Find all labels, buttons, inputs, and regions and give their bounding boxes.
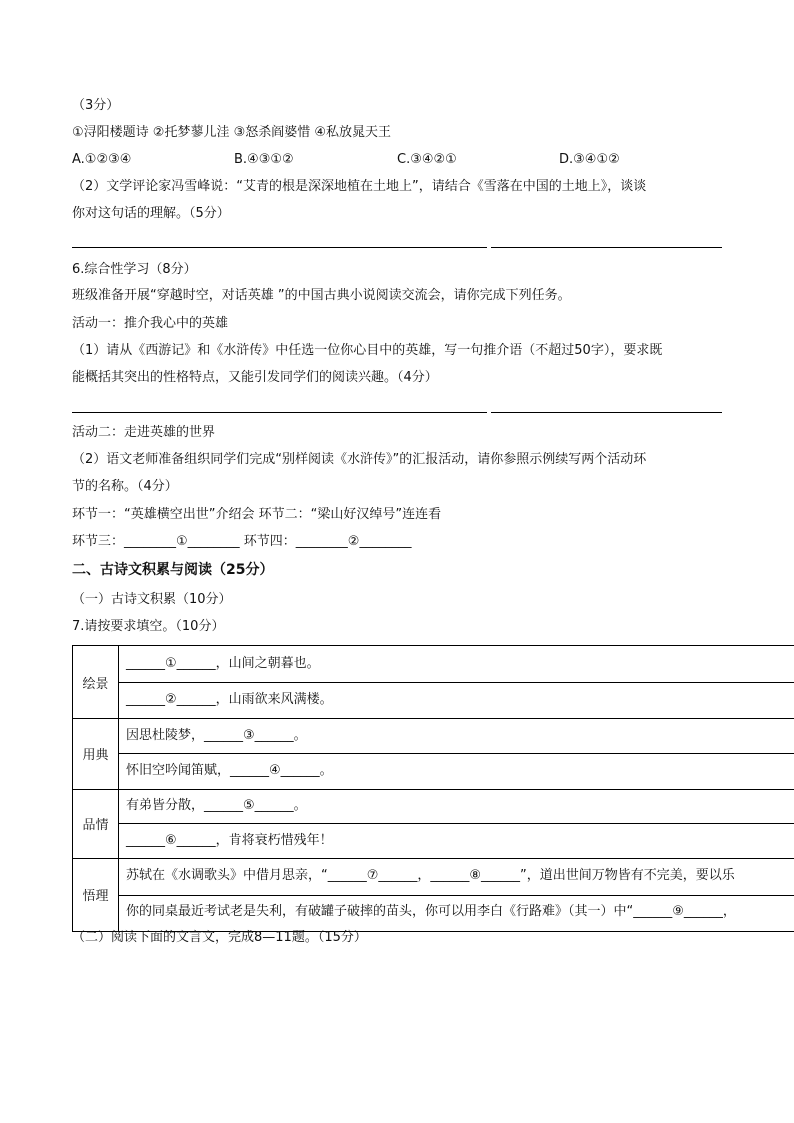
q6-activity2-q-line1: （2）语文老师准备组织同学们完成“别样阅读《水浒传》”的汇报活动，请你参照示例续写两个活动环 — [72, 452, 647, 467]
category-cell — [73, 718, 119, 789]
row-divider — [73, 718, 794, 719]
table-row[interactable]: 有弟皆分散，______⑤______。 — [126, 798, 307, 813]
category-label: 品情 — [82, 818, 109, 833]
q6-activity2: 活动二：走进英雄的世界 — [72, 425, 216, 440]
q6-activity1-q-line1: （1）请从《西游记》和《水浒传》中任选一位你心目中的英雄，写一句推介语（不超过50字），要求既 — [72, 343, 663, 358]
q5-sub2-line1: （2）文学评论家冯雪峰说：“艾青的根是深深地植在土地上”，请结合《雪落在中国的土地上》，谈谈 — [72, 179, 647, 194]
table-row[interactable]: ______⑥______，肯将衰朽惜残年！ — [126, 833, 333, 848]
q6-links-line1: 环节一：“英雄横空出世”介绍会 环节二：“梁山好汉绰号”连连看 — [72, 507, 442, 522]
row-divider — [118, 753, 794, 754]
fill-in-table — [72, 645, 794, 932]
table-row[interactable]: 苏轼在《水调歌头》中借月思亲，“______⑦______，______⑧______”，道出世间万物皆有不完美，要以乐 — [126, 868, 735, 883]
category-label: 用典 — [82, 748, 109, 763]
answer-line[interactable] — [491, 247, 722, 248]
q6-intro: 班级准备开展“穿越时空，对话英雄 ”的中国古典小说阅读交流会，请你完成下列任务。 — [72, 288, 571, 303]
section-part1: （一）古诗文积累（10分） — [72, 592, 232, 607]
category-label: 悟理 — [82, 889, 109, 904]
category-cell — [73, 646, 119, 718]
question-7: 7.请按要求填空。（10分） — [72, 619, 225, 634]
q6-activity1-q-line2: 能概括其突出的性格特点，又能引发同学们的阅读兴趣。（4分） — [72, 370, 438, 385]
category-cell — [73, 858, 119, 931]
row-divider — [73, 789, 794, 790]
q5-score: （3分） — [72, 98, 120, 113]
q5-option-b: B.④③①② — [234, 152, 294, 167]
q6-activity1: 活动一：推介我心中的英雄 — [72, 316, 229, 331]
q5-option-d: D.③④①② — [559, 152, 620, 167]
q5-sub2-line2: 你对这句话的理解。（5分） — [72, 206, 230, 221]
table-row[interactable]: 你的同桌最近考试老是失利，有破罐子破摔的苗头，你可以用李白《行路难》（其一）中“______⑨______， — [126, 904, 736, 919]
table-row[interactable]: 因思杜陵梦，______③______。 — [126, 728, 307, 743]
q5-option-c: C.③④②① — [397, 152, 457, 167]
row-divider — [73, 858, 794, 859]
q6-links-line2: 环节三：________①________ 环节四：________②________ — [72, 534, 412, 549]
answer-line[interactable] — [72, 247, 487, 248]
q5-option-a: A.①②③④ — [72, 152, 132, 167]
category-cell — [73, 789, 119, 858]
row-divider — [118, 682, 794, 683]
q6-activity2-q-line2: 节的名称。（4分） — [72, 479, 178, 494]
row-divider — [118, 823, 794, 824]
row-divider — [118, 895, 794, 896]
section-part2: （二）阅读下面的文言文，完成8—11题。（15分） — [72, 930, 367, 945]
category-label: 绘景 — [82, 676, 109, 692]
section-heading: 二、古诗文积累与阅读（25分） — [72, 562, 274, 578]
q5-items: ①浔阳楼题诗 ②托梦蓼儿洼 ③怒杀阎婆惜 ④私放晁天王 — [72, 125, 392, 140]
table-row[interactable]: 怀旧空吟闻笛赋，______④______。 — [126, 763, 333, 778]
q6-title: 6.综合性学习（8分） — [72, 262, 197, 277]
answer-line[interactable] — [72, 412, 487, 413]
answer-line[interactable] — [491, 412, 722, 413]
table-row[interactable]: ______②______，山雨欲来风满楼。 — [126, 692, 333, 707]
table-row[interactable]: ______①______，山间之朝暮也。 — [126, 656, 320, 671]
